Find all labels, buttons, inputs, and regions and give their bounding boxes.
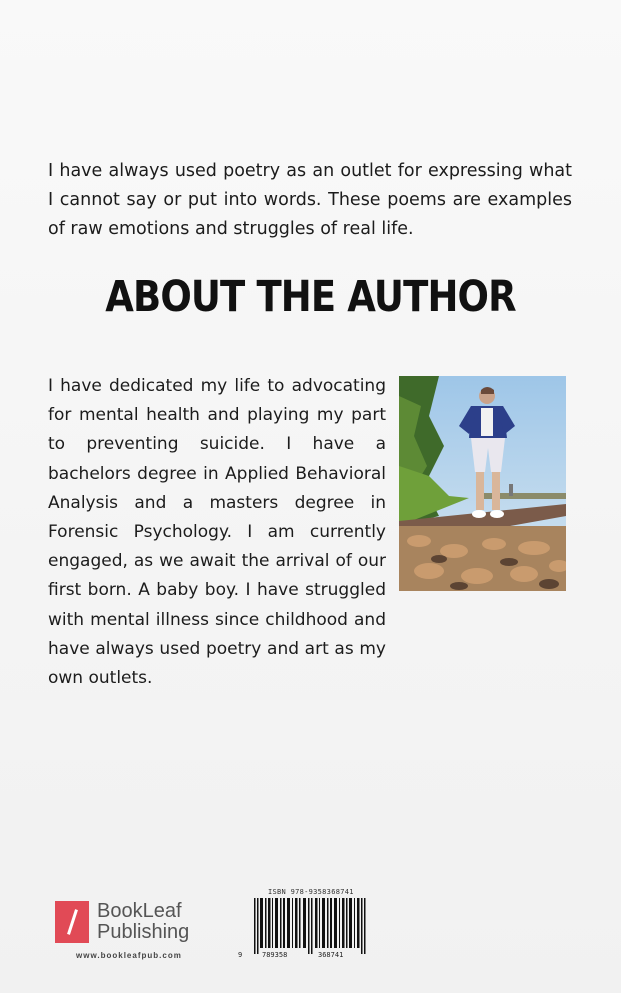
isbn-label: ISBN 978-9358368741 (268, 888, 354, 896)
bookleaf-logo-icon (55, 901, 89, 943)
author-photo (399, 376, 566, 591)
publisher-name-line2: Publishing (97, 921, 190, 943)
about-author-heading: ABOUT THE AUTHOR (105, 272, 516, 322)
barcode-bars (246, 898, 376, 954)
barcode-digits-group1: 789358 (262, 951, 288, 959)
barcode-digit-lead: 9 (238, 951, 243, 959)
publisher-logo (55, 898, 189, 946)
book-blurb: I have always used poetry as an outlet for expressing what I cannot say or put into words. These poems are examples of raw emotions and struggles of real life. (48, 161, 572, 239)
publisher-url: www.bookleafpub.com (76, 951, 182, 960)
publisher-name-line1: BookLeaf (97, 900, 182, 922)
barcode-digits-group2: 368741 (318, 951, 344, 959)
author-bio: I have dedicated my life to advocating for mental health and playing my part to preventing suicide. I have a bachelors degree in Applied Behavioral Analysis and a masters degree in Forensic Psychology. I am currently engaged, as we await the arrival of our first born. A baby boy. I have struggled with mental illness since childhood and have always used poetry and art as my own outlets. (48, 376, 386, 689)
publisher-name (97, 901, 189, 943)
isbn-barcode (238, 888, 380, 968)
